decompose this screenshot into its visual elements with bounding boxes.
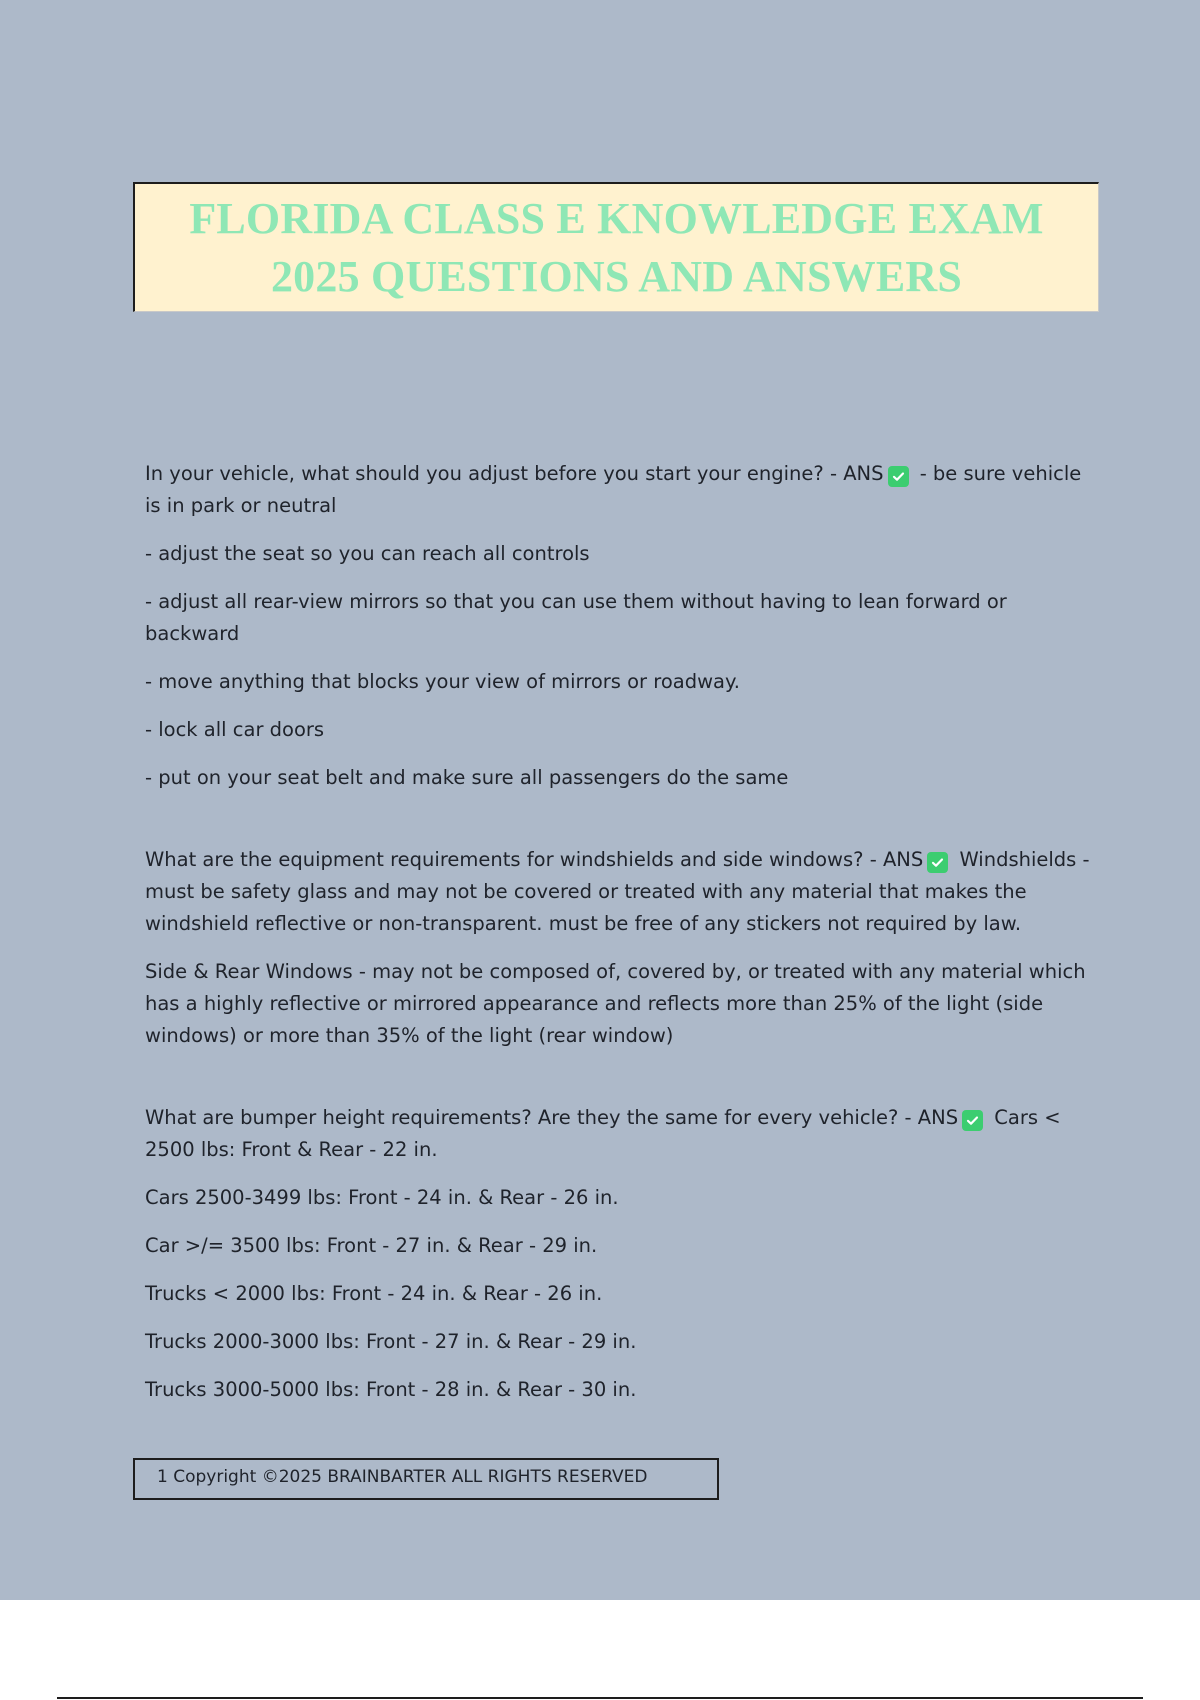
check-icon [927, 852, 948, 873]
question-text: What are the equipment requirements for windshields and side windows? - [145, 848, 883, 871]
qa-question-line [145, 458, 1100, 522]
qa-block-1 [145, 458, 1100, 794]
answer-label: ANS [882, 848, 924, 871]
qa-block-2 [145, 844, 1100, 1052]
answer-label: ANS [917, 1106, 959, 1129]
check-icon [888, 466, 909, 487]
answer-line: Cars 2500-3499 lbs: Front - 24 in. & Rear - 26 in. [145, 1186, 619, 1209]
answer-line: Car >/= 3500 lbs: Front - 27 in. & Rear - 29 in. [145, 1234, 598, 1257]
answer-text: - be sure vehicle is in park or neutral [145, 462, 1082, 517]
page-separator-line [57, 1697, 1143, 1699]
qa-question-line [145, 1102, 1100, 1166]
copyright-footer: 1 Copyright ©2025 BRAINBARTER ALL RIGHTS RESERVED [133, 1458, 719, 1500]
answer-line: Side & Rear Windows - may not be composed of, covered by, or treated with any material which has a highly reflective or mirrored appearance and reflects more than 25% of the light (side windows) or more than 35% of the light (rear window) [145, 960, 1086, 1047]
answer-line: - adjust the seat so you can reach all controls [145, 542, 590, 565]
answer-text: Cars < 2500 lbs: Front & Rear - 22 in. [145, 1106, 1061, 1161]
answer-line: Trucks < 2000 lbs: Front - 24 in. & Rear - 26 in. [145, 1282, 603, 1305]
title-line-1: FLORIDA CLASS E KNOWLEDGE EXAM [189, 193, 1044, 243]
answer-line: - adjust all rear-view mirrors so that you can use them without having to lean forward or backward [145, 590, 1007, 645]
answer-label: ANS [843, 462, 884, 485]
answer-line: - move anything that blocks your view of mirrors or roadway. [145, 670, 740, 693]
title-box [133, 182, 1099, 312]
answer-text: Windshields - must be safety glass and may not be covered or treated with any material that makes the windshield reflective or non-transparent. must be free of any stickers not required by law. [145, 848, 1090, 935]
qa-content [145, 458, 1100, 1422]
question-text: In your vehicle, what should you adjust before you start your engine? - [145, 462, 844, 485]
check-icon [962, 1110, 983, 1131]
qa-question-line [145, 844, 1100, 940]
answer-line: - lock all car doors [145, 718, 325, 741]
answer-line: Trucks 3000-5000 lbs: Front - 28 in. & Rear - 30 in. [145, 1378, 637, 1401]
question-text: What are bumper height requirements? Are they the same for every vehicle? - [145, 1106, 918, 1129]
answer-line: Trucks 2000-3000 lbs: Front - 27 in. & Rear - 29 in. [145, 1330, 637, 1353]
qa-block-3 [145, 1102, 1100, 1406]
document-title [189, 190, 1043, 306]
answer-line: - put on your seat belt and make sure all passengers do the same [145, 766, 789, 789]
title-line-2: 2025 QUESTIONS AND ANSWERS [270, 251, 963, 301]
